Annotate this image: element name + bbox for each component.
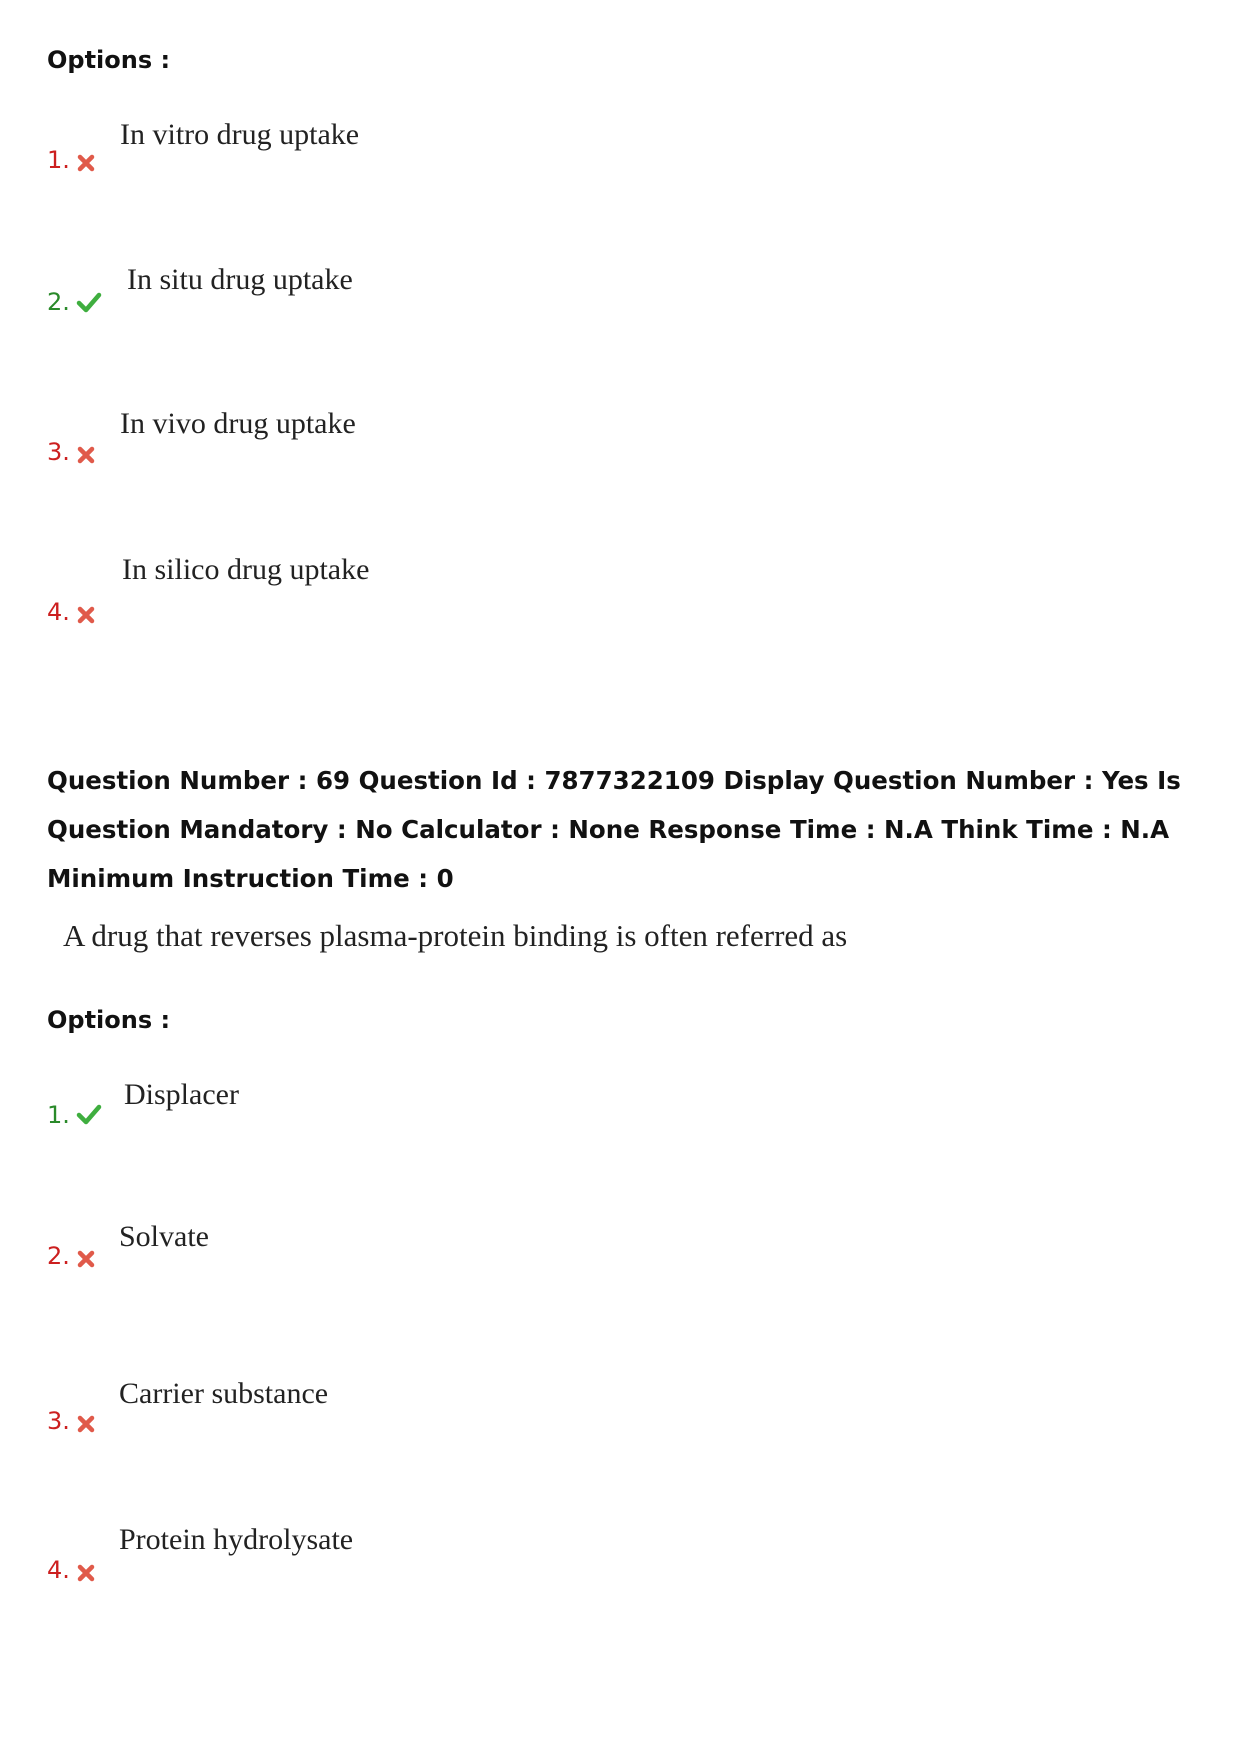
cross-icon bbox=[75, 444, 97, 466]
option-number: 1. bbox=[47, 1101, 70, 1129]
option-number: 1. bbox=[47, 146, 70, 174]
option-number: 3. bbox=[47, 1407, 70, 1435]
cross-icon bbox=[75, 604, 97, 626]
option-text: Displacer bbox=[124, 1078, 239, 1111]
option-text: In vivo drug uptake bbox=[120, 407, 356, 440]
option-text: Protein hydrolysate bbox=[119, 1523, 354, 1556]
option-text: Solvate bbox=[119, 1220, 209, 1253]
option-number: 4. bbox=[47, 598, 70, 626]
option-number: 2. bbox=[47, 288, 70, 316]
cross-icon bbox=[75, 1562, 97, 1584]
options-heading: Options : bbox=[47, 1006, 171, 1034]
option-number: 2. bbox=[47, 1242, 70, 1270]
option-text: In silico drug uptake bbox=[122, 553, 370, 586]
option-number: 4. bbox=[47, 1556, 70, 1584]
question-text: A drug that reverses plasma-protein binding is often referred as bbox=[63, 918, 848, 953]
option-text: In situ drug uptake bbox=[127, 263, 353, 296]
option-text: In vitro drug uptake bbox=[120, 118, 360, 151]
option-number: 3. bbox=[47, 438, 70, 466]
option-text: Carrier substance bbox=[119, 1377, 329, 1410]
options-heading: Options : bbox=[47, 46, 171, 74]
cross-icon bbox=[75, 1248, 97, 1270]
question-metadata: Question Number : 69 Question Id : 7877322109 Display Question Number : Yes Is Question Mandatory : No Calculator : None Response Time : N.A Think Time : N.A Minimum Instruction Time : 0 bbox=[47, 766, 1181, 893]
check-icon bbox=[76, 290, 102, 314]
check-icon bbox=[76, 1102, 102, 1126]
cross-icon bbox=[75, 1413, 97, 1435]
cross-icon bbox=[75, 152, 97, 174]
